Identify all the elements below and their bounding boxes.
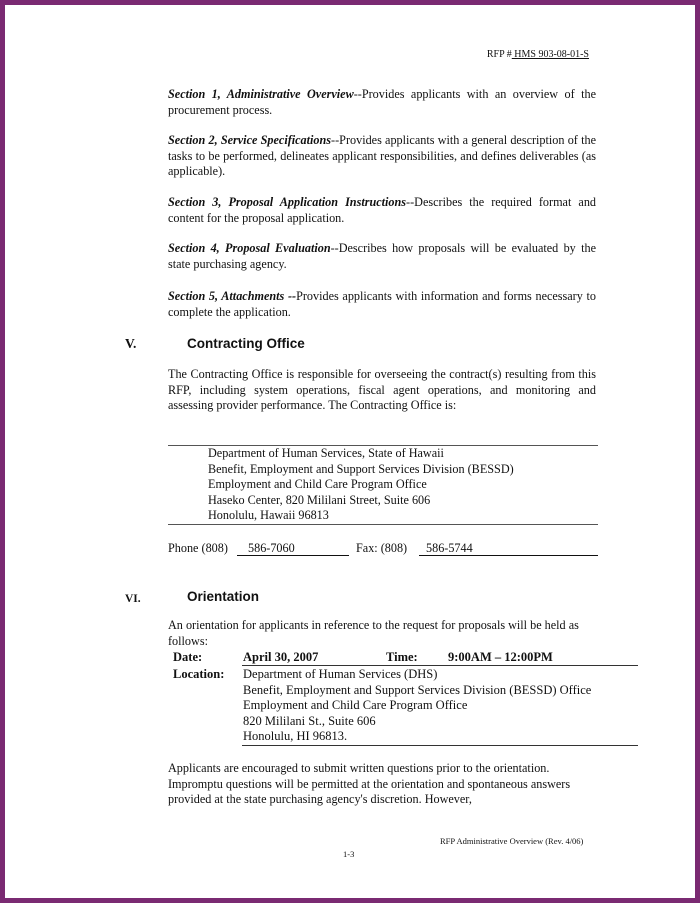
contracting-address-line: Department of Human Services, State of Hawaii — [208, 446, 444, 460]
orientation-time: 9:00AM – 12:00PM — [448, 650, 553, 664]
section-text: Provides applicants with information and forms necessary to complete the application. — [168, 289, 597, 319]
phone-number: 586-7060 — [237, 541, 349, 556]
orientation-section-number: VI. — [125, 593, 141, 605]
rfp-number: HMS 903-08-01-S — [511, 49, 589, 60]
orientation-closing: Applicants are encouraged to submit written questions prior to the orientation. Impromptu questions will be permitted at the orientation and spontaneous answers provided at the state purchasing agency's discretion. However, — [168, 761, 571, 806]
contracting-address-line: Haseko Center, 820 Mililani Street, Suite 606 — [208, 493, 431, 507]
contracting-section-number: V. — [125, 336, 137, 351]
fax-label: Fax: (808) — [356, 541, 408, 555]
time-label: Time: — [386, 650, 418, 664]
fax-number: 586-5744 — [419, 541, 598, 556]
footer-doc-title: RFP Administrative Overview (Rev. 4/06) — [440, 836, 584, 846]
section-text: --Describes the required format and content for the proposal application. — [168, 195, 597, 225]
section-1-desc — [168, 87, 596, 118]
section-text: --Describes how proposals will be evaluated by the state purchasing agency. — [168, 241, 596, 271]
location-line: Honolulu, HI 96813. — [243, 729, 348, 743]
document-page — [5, 5, 695, 898]
section-5-desc — [168, 289, 596, 320]
section-title: Section 5, Attachments -- — [168, 289, 297, 303]
section-3-desc — [168, 195, 596, 226]
rfp-prefix: RFP # — [486, 49, 512, 60]
rfp-header — [487, 49, 589, 60]
section-title: Section 4, Proposal Evaluation — [168, 241, 331, 255]
orientation-date: April 30, 2007 — [243, 650, 319, 664]
section-text: --Provides applicants with an overview of the procurement process. — [168, 87, 597, 117]
location-label: Location: — [173, 667, 225, 681]
section-text: --Provides applicants with a general description of the tasks to be performed, delineates applicant responsibilities, and defines deliverables (as applicable). — [168, 133, 596, 178]
contracting-address-line: Benefit, Employment and Support Services Division (BESSD) — [208, 462, 514, 476]
section-title: Section 2, Service Specifications — [168, 133, 332, 147]
section-title: Section 3, Proposal Application Instructions — [168, 195, 407, 209]
page-number: 1-3 — [343, 849, 355, 859]
orientation-section-title: Orientation — [187, 589, 260, 604]
section-4-desc — [168, 241, 596, 272]
address-bottom-rule — [168, 524, 598, 525]
location-line: Department of Human Services (DHS) — [243, 667, 438, 681]
contracting-description: The Contracting Office is responsible for overseeing the contract(s) resulting from this RFP, including system operations, fiscal agent operations, and monitoring and assessing provider performance. The Contracting Office is: — [168, 367, 596, 412]
location-line: Benefit, Employment and Support Services Division (BESSD) Office — [243, 683, 592, 697]
contracting-address-line: Honolulu, Hawaii 96813 — [208, 508, 329, 522]
location-line: Employment and Child Care Program Office — [243, 698, 468, 712]
date-rule — [242, 665, 638, 666]
orientation-intro: An orientation for applicants in reference to the request for proposals will be held as follows: — [168, 618, 579, 648]
section-title: Section 1, Administrative Overview — [168, 87, 354, 101]
contracting-section-title: Contracting Office — [187, 336, 305, 351]
location-line: 820 Mililani St., Suite 606 — [243, 714, 376, 728]
date-label: Date: — [173, 650, 203, 664]
phone-label: Phone (808) — [168, 541, 228, 555]
contracting-address-line: Employment and Child Care Program Office — [208, 477, 427, 491]
location-rule — [242, 745, 638, 746]
section-2-desc — [168, 133, 596, 180]
